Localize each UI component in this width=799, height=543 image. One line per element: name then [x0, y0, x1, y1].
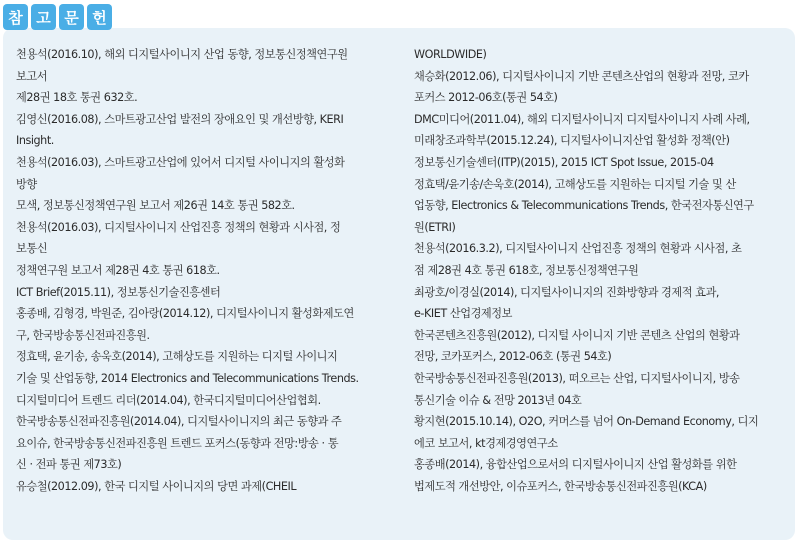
reference-line: 천용석(2016.10), 해외 디지털사이니지 산업 동향, 정보통신정책연구원 [16, 48, 348, 61]
reference-line: 신 · 전파 통권 제73호) [16, 458, 122, 472]
reference-line: 에코 보고서, kt경제경영연구소 [414, 436, 558, 450]
section-title [3, 4, 112, 30]
reference-line: DMC미디어(2011.04), 해외 디지털사이니지 디지털사이니지 사례 사례, [414, 112, 750, 126]
reference-line: 한국콘텐츠진흥원(2012), 디지털 사이니지 기반 콘텐츠 산업의 현황과 [414, 328, 740, 342]
reference-line: 미래창조과학부(2015.12.24), 디지털사이니지산업 활성화 정책(안) [414, 134, 730, 148]
reference-line: 홍종배(2014), 융합산업으로서의 디지털사이니지 산업 활성화를 위한 [414, 458, 737, 472]
reference-line: 황지현(2015.10.14), O2O, 커머스를 넘어 On-Demand Economy, 디지 [414, 415, 759, 429]
title-char: 고 [31, 4, 56, 30]
reference-line: 정효택, 윤기송, 송욱호(2014), 고해상도를 지원하는 디지털 사이니지 [16, 350, 338, 364]
reference-line: 원(ETRI) [414, 220, 456, 234]
reference-line: e-KIET 산업경제정보 [414, 307, 513, 321]
reference-line: 홍종배, 김형경, 박원준, 김아랑(2014.12), 디지털사이니지 활성화제도연 [16, 307, 354, 321]
reference-line: 유승철(2012.09), 한국 디지털 사이니지의 당면 과제(CHEIL [16, 479, 297, 493]
reference-line: 포커스 2012-06호(통권 54호) [414, 91, 558, 105]
reference-line: 한국방송통신전파진흥원(2013), 떠오르는 산업, 디지털사이니지, 방송 [414, 371, 740, 385]
reference-line: ICT Brief(2015.11), 정보통신기술진흥센터 [16, 285, 221, 299]
reference-line: 구, 한국방송통신전파진흥원. [16, 328, 150, 342]
reference-line: WORLDWIDE) [414, 48, 487, 61]
reference-line: Insight. [16, 134, 54, 148]
reference-line: 천용석(2016.03), 스마트광고산업에 있어서 디지털 사이니지의 활성화 [16, 155, 345, 169]
reference-line: 김영신(2016.08), 스마트광고산업 발전의 장애요인 및 개선방향, KERI [16, 112, 344, 126]
reference-line: 정보통신기술센터(ITP)(2015), 2015 ICT Spot Issue, 2015-04 [414, 155, 714, 169]
reference-line: 통신기술 이슈 & 전망 2013년 04호 [414, 393, 582, 407]
reference-line: 전망, 코카포커스, 2012-06호 (통권 54호) [414, 350, 612, 364]
reference-line: 요이슈, 한국방송통신전파진흥원 트렌드 포커스(동향과 전망:방송 · 통 [16, 436, 339, 450]
reference-line: 천용석(2016.3.2), 디지털사이니지 산업진흥 정책의 현황과 시사점, 초 [414, 242, 742, 256]
reference-line: 보통신 [16, 242, 48, 256]
reference-line: 디지털미디어 트렌드 리더(2014.04), 한국디지털미디어산업협회. [16, 393, 321, 407]
title-char: 문 [59, 4, 84, 30]
reference-line: 방향 [16, 177, 37, 191]
reference-line: 업동향, Electronics & Telecommunications Trends, 한국전자통신연구 [414, 199, 754, 213]
reference-line: 한국방송통신전파진흥원(2014.04), 디지털사이니지의 최근 동향과 주 [16, 415, 342, 429]
title-char: 헌 [87, 4, 112, 30]
reference-line: 천용석(2016.03), 디지털사이니지 산업진흥 정책의 현황과 시사점, 정 [16, 220, 341, 234]
reference-line: 보고서 [16, 69, 48, 83]
reference-column-right [414, 44, 786, 497]
reference-line: 법제도적 개선방안, 이슈포커스, 한국방송통신전파진흥원(KCA) [414, 479, 707, 493]
reference-line: 최광호/이경실(2014), 디지털사이니지의 진화방향과 경제적 효과, [414, 285, 720, 299]
title-char: 참 [3, 4, 28, 30]
reference-line: 점 제28권 4호 통권 618호, 정보통신정책연구원 [414, 263, 639, 277]
reference-line: 제28권 18호 통권 632호. [16, 91, 138, 105]
reference-line: 기술 및 산업동향, 2014 Electronics and Telecommunications Trends. [16, 371, 359, 385]
reference-line: 채승화(2012.06), 디지털사이니지 기반 콘텐츠산업의 현황과 전망, 코카 [414, 69, 749, 83]
reference-line: 정책연구원 보고서 제28권 4호 통권 618호. [16, 263, 220, 277]
reference-line: 모색, 정보통신정책연구원 보고서 제26권 14호 통권 582호. [16, 199, 295, 213]
reference-line: 정효택/윤기송/손욱호(2014), 고해상도를 지원하는 디지털 기술 및 산 [414, 177, 736, 191]
reference-column-left [16, 44, 386, 497]
